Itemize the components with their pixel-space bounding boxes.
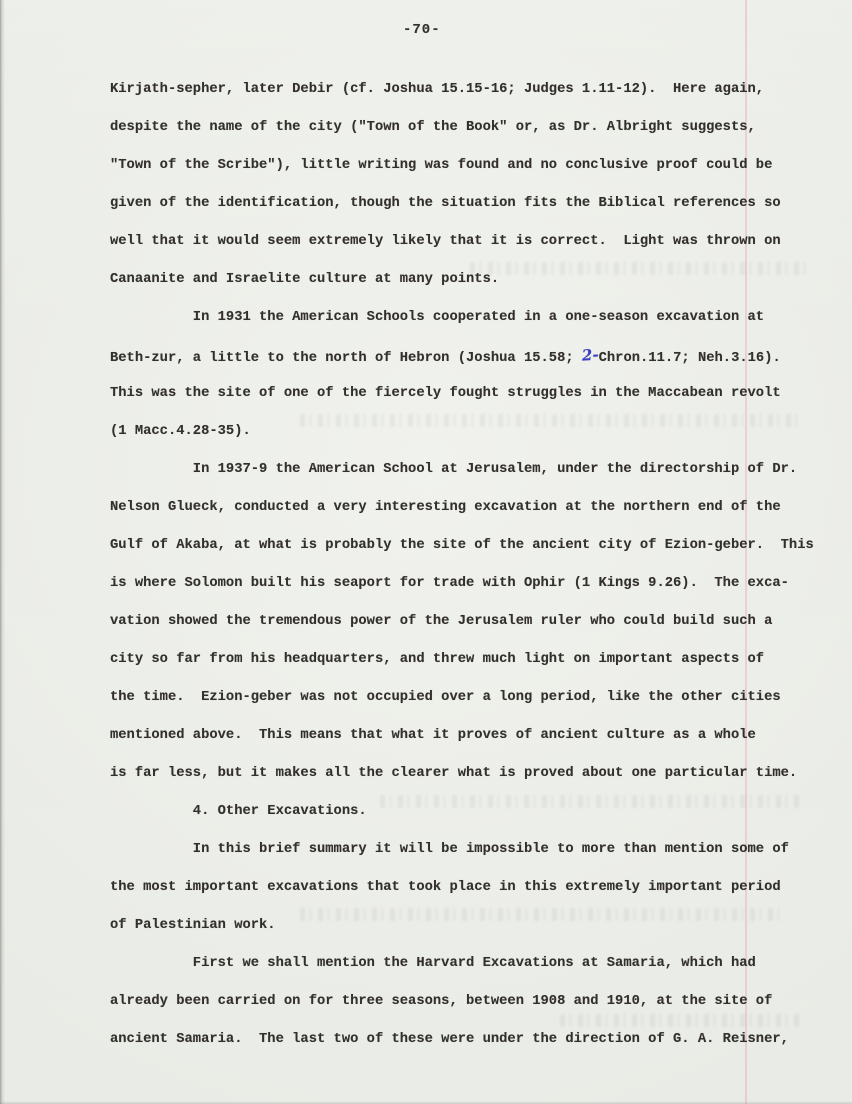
text-line: is far less, but it makes all the clearer what is proved about one particular time. (110, 766, 798, 781)
text-line: of Palestinian work. (110, 918, 276, 933)
scan-edge-left (0, 0, 5, 1104)
text-segment: Chron.11.7; Neh.3.16). (598, 351, 781, 366)
text-line: well that it would seem extremely likely that it is correct. Light was thrown on (110, 234, 781, 249)
text-line-with-correction (110, 337, 834, 375)
text-line: the time. Ezion-geber was not occupied over a long period, like the other cities (110, 690, 781, 705)
text-line: "Town of the Scribe"), little writing was found and no conclusive proof could be (110, 158, 773, 173)
text-line: the most important excavations that took place in this extremely important period (110, 880, 781, 895)
text-line: is where Solomon built his seaport for trade with Ophir (1 Kings 9.26). The exca- (110, 576, 789, 591)
text-segment: Beth-zur, a little to the north of Hebron (Joshua 15.58; (110, 351, 582, 366)
text-line: vation showed the tremendous power of the Jerusalem ruler who could build such a (110, 614, 773, 629)
text-line: This was the site of one of the fiercely fought struggles in the Maccabean revolt (110, 386, 781, 401)
text-line: Nelson Glueck, conducted a very interesting excavation at the northern end of the (110, 500, 781, 515)
text-line: ancient Samaria. The last two of these were under the direction of G. A. Reisner, (110, 1032, 789, 1047)
section-heading-line: 4. Other Excavations. (110, 804, 367, 819)
text-line: Gulf of Akaba, at what is probably the site of the ancient city of Ezion-geber. This (110, 538, 814, 553)
text-line: Canaanite and Israelite culture at many points. (110, 272, 500, 287)
text-line: city so far from his headquarters, and threw much light on important aspects of (110, 652, 765, 667)
text-line: (1 Macc.4.28-35). (110, 424, 251, 439)
text-line: given of the identification, though the situation fits the Biblical references so (110, 196, 781, 211)
typewritten-text-block (110, 71, 834, 1059)
text-line: mentioned above. This means that what it proves of ancient culture as a whole (110, 728, 756, 743)
text-line: In 1937-9 the American School at Jerusalem, under the directorship of Dr. (110, 462, 798, 477)
handwritten-correction: 2- (581, 345, 600, 365)
text-line: In 1931 the American Schools cooperated in a one-season excavation at (110, 310, 765, 325)
text-line: In this brief summary it will be impossible to more than mention some of (110, 842, 789, 857)
text-line: already been carried on for three seasons, between 1908 and 1910, at the site of (110, 994, 773, 1009)
text-line: Kirjath-sepher, later Debir (cf. Joshua 15.15-16; Judges 1.11-12). Here again, (110, 82, 765, 97)
text-line: First we shall mention the Harvard Excavations at Samaria, which had (110, 956, 756, 971)
page-number: -70- (403, 22, 441, 38)
text-line: despite the name of the city ("Town of the Book" or, as Dr. Albright suggests, (110, 120, 756, 135)
